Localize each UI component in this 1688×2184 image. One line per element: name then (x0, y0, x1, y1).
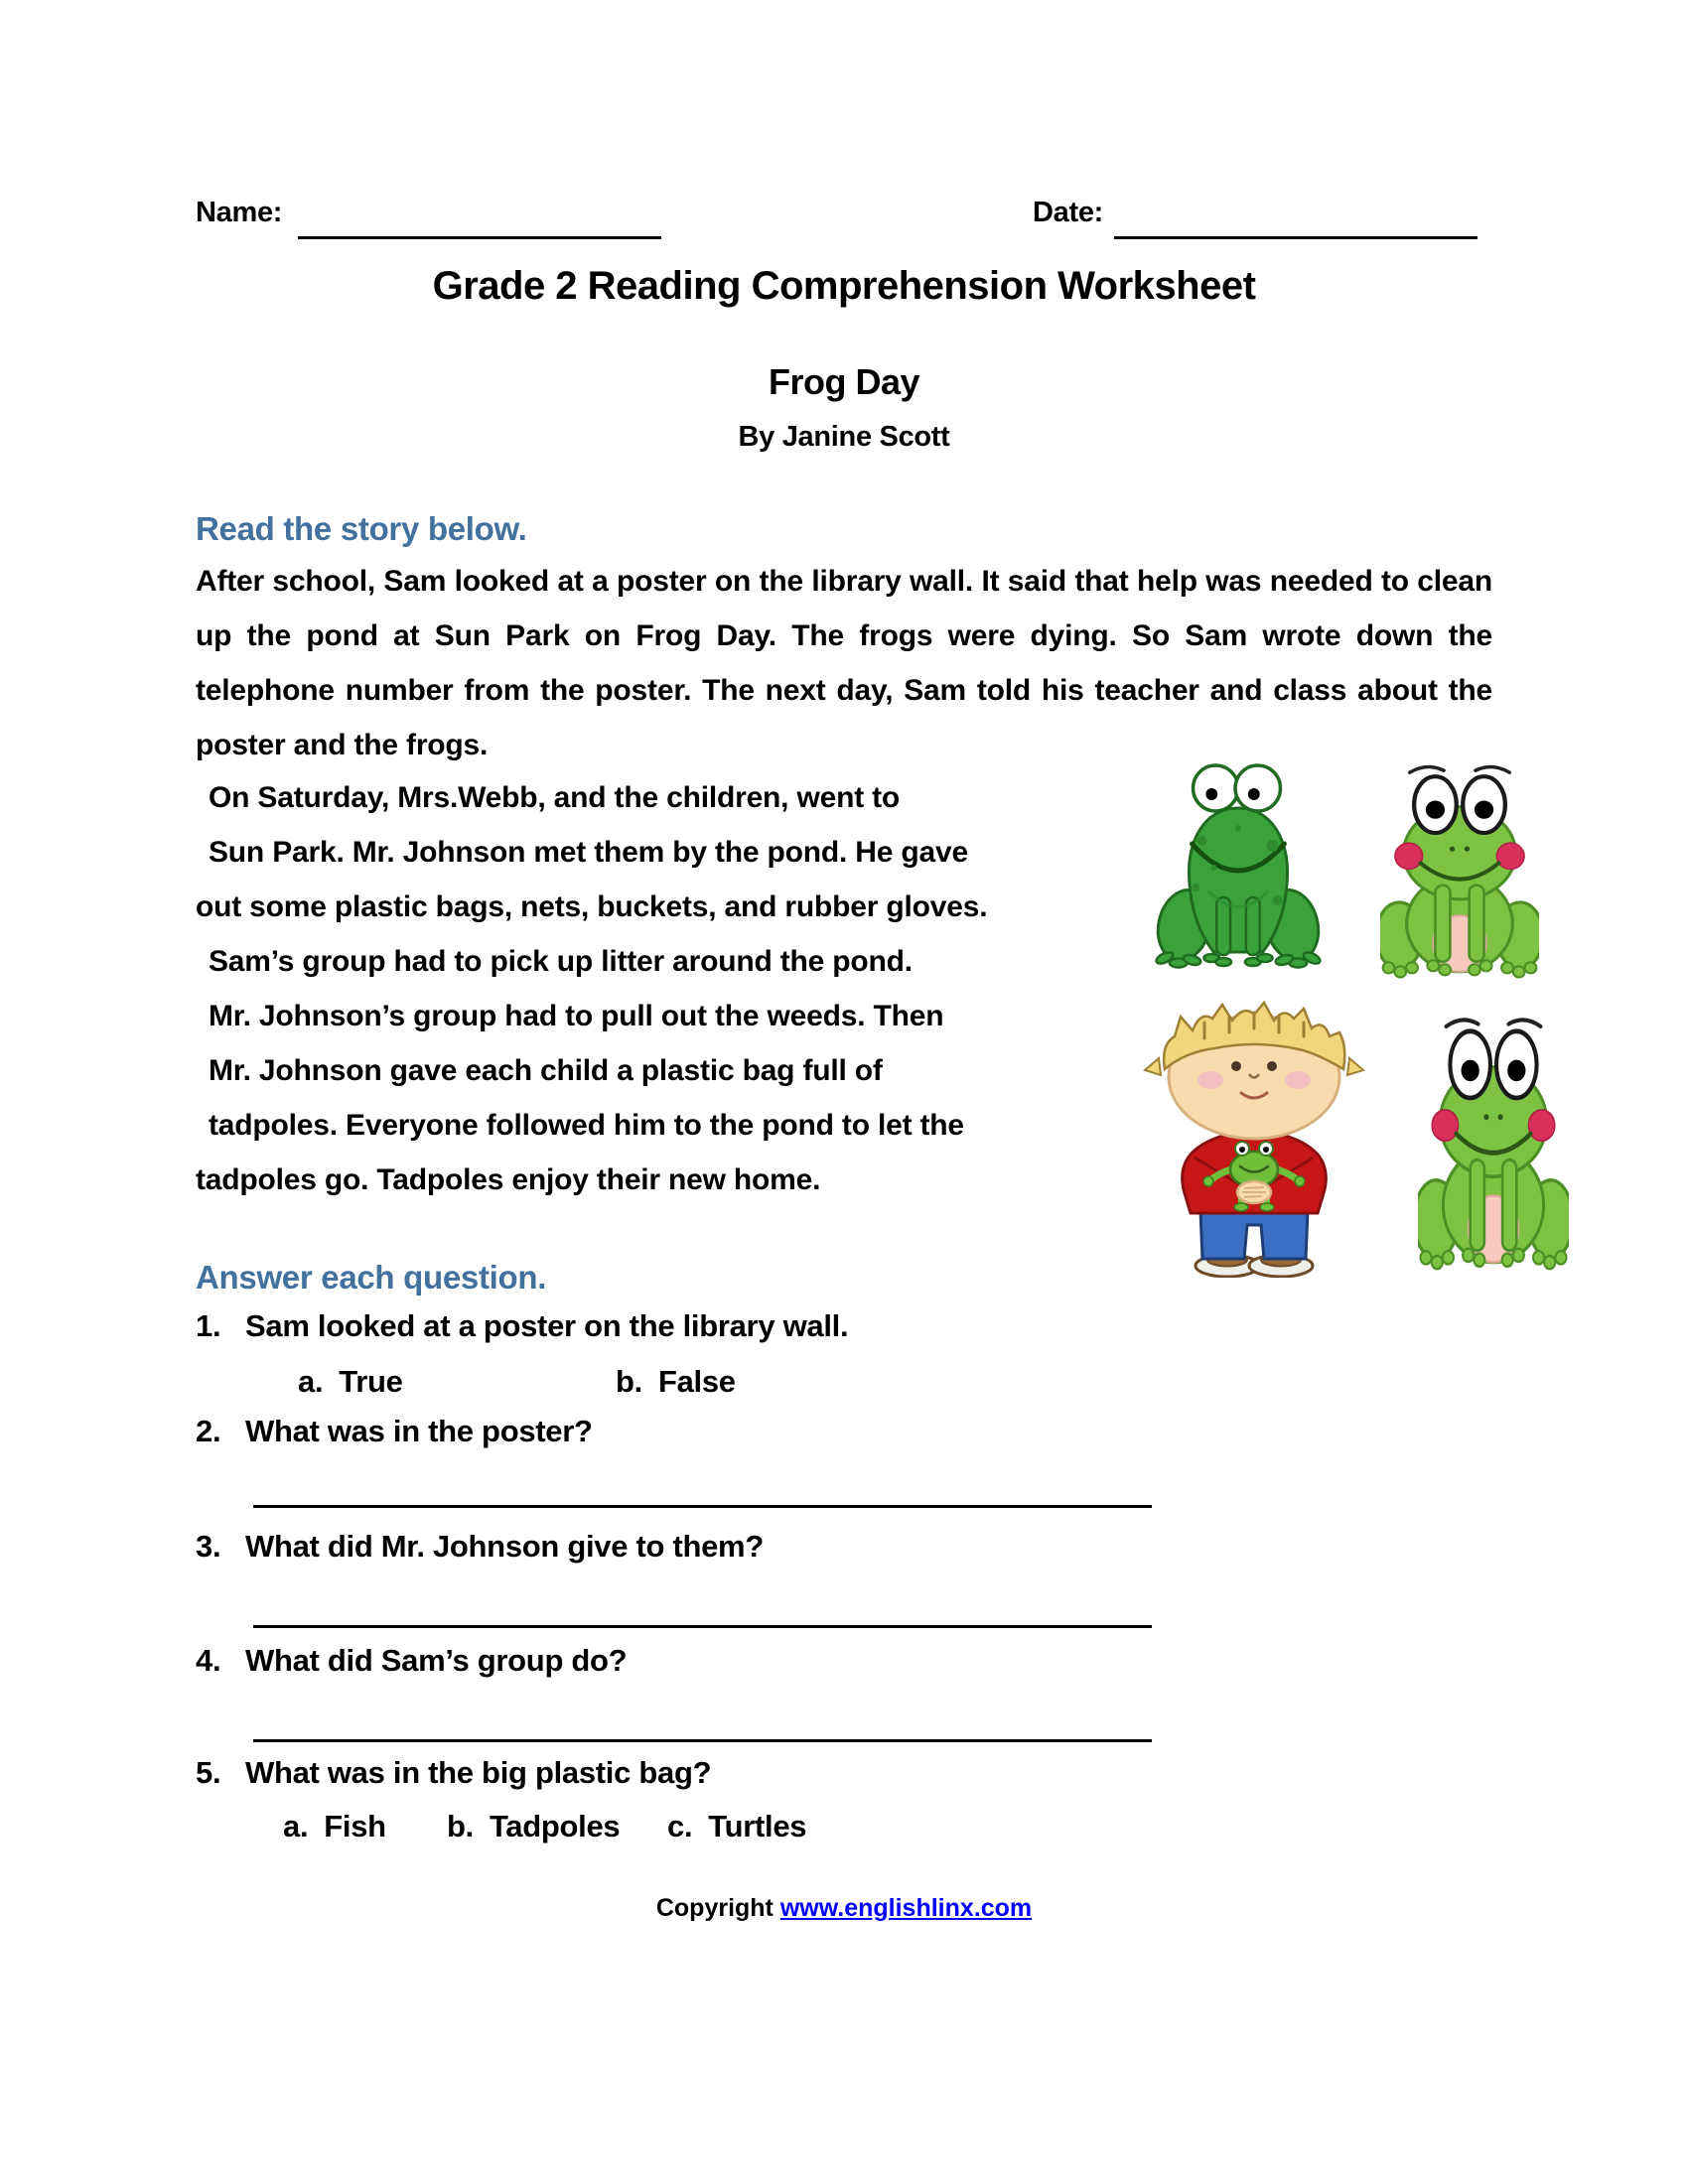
story-line: tadpoles. Everyone followed him to the pond to let the (209, 1109, 964, 1142)
story-paragraph: After school, Sam looked at a poster on the library wall. It said that help was needed to clean up the pond at Sun Park on Frog Day. The frogs were dying. So Sam wrote down the telephone number from the poster. The next day, Sam told his teacher and class about the poster and the frogs. (196, 565, 1492, 761)
story-line: tadpoles go. Tadpoles enjoy their new home. (196, 1163, 821, 1196)
question-text: What did Mr. Johnson give to them? (245, 1529, 764, 1564)
answer-blank-question-2[interactable] (253, 1465, 1152, 1508)
option-text: True (339, 1364, 403, 1399)
question-text: Sam looked at a poster on the library wall. (245, 1308, 849, 1343)
answer-blank-question-4[interactable] (253, 1700, 1152, 1742)
option-text: Tadpoles (489, 1809, 621, 1843)
question-5-option-a (283, 1809, 386, 1844)
story-line: Mr. Johnson gave each child a plastic bag full of (209, 1054, 883, 1087)
question-number: 5. (196, 1755, 221, 1790)
date-write-line[interactable] (1114, 201, 1477, 239)
question-5-option-b (447, 1809, 620, 1844)
option-text: Fish (324, 1809, 386, 1843)
answer-questions-heading: Answer each question. (196, 1259, 547, 1296)
story-line: Sun Park. Mr. Johnson met them by the pond. He gave (209, 836, 968, 869)
story-line: Mr. Johnson’s group had to pull out the weeds. Then (209, 1000, 944, 1032)
date-label: Date: (1033, 197, 1104, 228)
option-label: a. (298, 1364, 324, 1399)
question-text: What was in the poster? (245, 1414, 593, 1448)
worksheet-title: Grade 2 Reading Comprehension Worksheet (432, 264, 1256, 308)
question-3 (196, 1529, 1506, 1565)
question-1-option-b (616, 1364, 736, 1400)
option-label: c. (667, 1809, 693, 1843)
story-title: Frog Day (768, 361, 920, 402)
question-2 (196, 1414, 1506, 1449)
story-line: out some plastic bags, nets, buckets, and rubber gloves. (196, 890, 988, 923)
question-text: What did Sam’s group do? (245, 1643, 628, 1678)
question-5 (196, 1755, 1506, 1791)
englishlinx-link[interactable]: www.englishlinx.com (779, 1894, 1033, 1922)
footer (0, 1894, 1688, 1923)
read-story-heading: Read the story below. (196, 510, 527, 547)
question-number: 4. (196, 1643, 221, 1678)
copyright-text: Copyright (655, 1894, 774, 1922)
question-number: 2. (196, 1414, 221, 1448)
question-4 (196, 1643, 1506, 1679)
story-line: Sam’s group had to pick up litter around the pond. (209, 945, 913, 978)
option-label: b. (447, 1809, 474, 1843)
question-1 (196, 1308, 1506, 1344)
cartoon-frog-top-illustration (1380, 762, 1539, 979)
story-column (196, 770, 1094, 1207)
question-1-option-a (298, 1364, 403, 1400)
option-text: Turtles (708, 1809, 807, 1843)
option-text: False (657, 1364, 736, 1399)
answer-blank-question-3[interactable] (253, 1585, 1152, 1628)
question-number: 3. (196, 1529, 221, 1564)
question-5-option-c (667, 1809, 806, 1844)
option-label: a. (283, 1809, 309, 1843)
option-label: b. (616, 1364, 642, 1399)
cartoon-frog-bottom-illustration (1418, 1015, 1569, 1271)
byline: By Janine Scott (738, 421, 950, 453)
question-number: 1. (196, 1308, 221, 1343)
name-label: Name: (196, 197, 283, 228)
green-frog-illustration (1155, 756, 1322, 980)
boy-holding-frog-illustration (1135, 975, 1373, 1278)
question-text: What was in the big plastic bag? (245, 1755, 712, 1790)
story-line: On Saturday, Mrs.Webb, and the children, went to (209, 781, 901, 814)
name-write-line[interactable] (298, 201, 661, 239)
